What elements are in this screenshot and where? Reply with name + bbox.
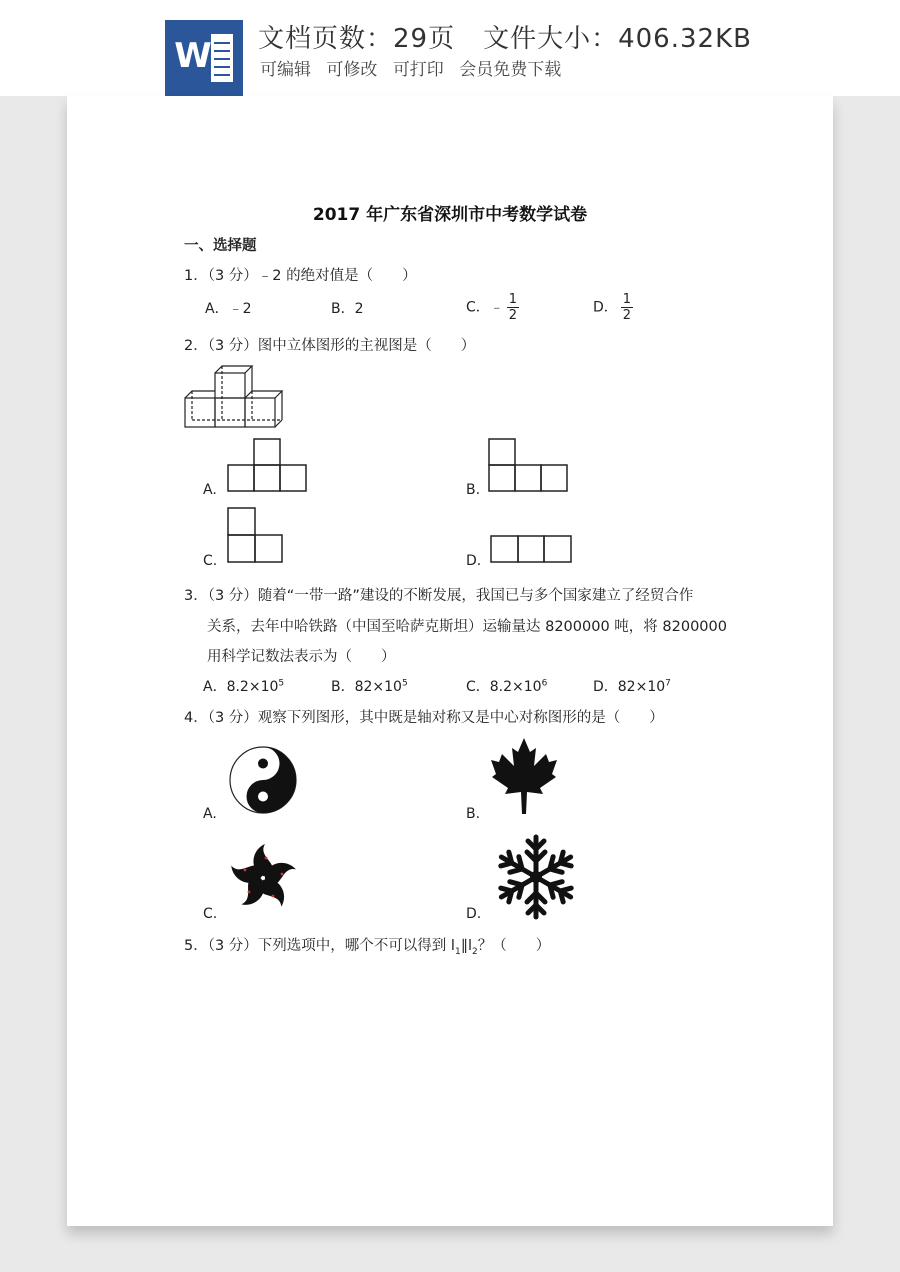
q4-option-d: D. bbox=[466, 906, 482, 922]
word-document-icon bbox=[165, 20, 243, 96]
q1-option-c-prefix: C．﹣ bbox=[466, 299, 504, 316]
header-bar bbox=[0, 0, 900, 96]
q2-option-a-figure bbox=[227, 438, 307, 493]
question-1-stem: 1．（3 分）﹣2 的绝对值是（ ） bbox=[184, 268, 417, 284]
q4-option-a: A. bbox=[203, 806, 217, 822]
fraction-numerator: 1 bbox=[508, 292, 518, 307]
file-size-label: 文件大小：406.32KB bbox=[483, 24, 752, 54]
q4-option-b: B. bbox=[466, 806, 481, 822]
q5-stem-end: ？（ ） bbox=[477, 938, 551, 954]
q3-option-d bbox=[593, 676, 671, 696]
q2-option-a: A. bbox=[203, 482, 217, 498]
q2-option-d-figure bbox=[490, 535, 572, 563]
fraction-denominator: 2 bbox=[508, 308, 518, 323]
q3-option-a-exponent: 5 bbox=[278, 678, 285, 689]
q2-option-b-figure bbox=[488, 438, 568, 493]
q3-option-c-base: C．8.2×10 bbox=[466, 679, 542, 695]
exam-title: 2017 年广东省深圳市中考数学试卷 bbox=[312, 205, 588, 225]
fraction-numerator: 1 bbox=[622, 292, 632, 307]
feature-free-download: 会员免费下载 bbox=[459, 60, 562, 80]
q2-option-c-figure bbox=[227, 507, 285, 563]
q5-parallel-symbol: ∥l bbox=[460, 938, 472, 954]
q3-option-a bbox=[203, 676, 284, 696]
q5-subscript-1: 1 bbox=[454, 946, 461, 957]
feature-printable: 可打印 bbox=[392, 60, 444, 80]
section-heading: 一、选择题 bbox=[184, 238, 257, 254]
q3-option-d-exponent: 7 bbox=[665, 678, 671, 689]
file-info bbox=[258, 18, 752, 55]
feature-list bbox=[260, 55, 571, 80]
question-2-stem: 2．（3 分）图中立体图形的主视图是（ ） bbox=[184, 338, 476, 354]
q5-stem-start: 5．（3 分）下列选项中，哪个不可以得到 l bbox=[184, 938, 455, 954]
word-logo-letter: W bbox=[174, 36, 212, 76]
document-page bbox=[67, 96, 833, 1226]
q4-option-c: C. bbox=[203, 906, 218, 922]
q3-option-d-base: D．82×10 bbox=[593, 679, 666, 695]
q5-subscript-2: 2 bbox=[471, 946, 478, 957]
solid-figure-image bbox=[184, 366, 294, 428]
q1-option-a: A．﹣2 bbox=[205, 301, 252, 317]
question-4-stem: 4．（3 分）观察下列图形，其中既是轴对称又是中心对称图形的是（ ） bbox=[184, 710, 664, 726]
q3-option-c bbox=[466, 676, 547, 696]
q1-option-c-fraction bbox=[507, 292, 519, 323]
maple-leaf-icon bbox=[489, 736, 559, 816]
question-3-line-3: 用科学记数法表示为（ ） bbox=[207, 649, 396, 665]
question-5-stem bbox=[184, 934, 550, 957]
page-count-label: 文档页数：29页 bbox=[258, 24, 456, 54]
q1-option-c bbox=[466, 292, 519, 323]
yin-yang-icon bbox=[229, 746, 297, 814]
question-3-line-2: 关系，去年中哈铁路（中国至哈萨克斯坦）运输量达 8200000 吨，将 8200000 bbox=[207, 619, 727, 635]
q1-option-d-fraction bbox=[621, 292, 633, 323]
q2-option-b: B. bbox=[466, 482, 481, 498]
q3-option-b-base: B．82×10 bbox=[331, 679, 402, 695]
q2-option-d: D. bbox=[466, 553, 482, 569]
q2-option-c: C. bbox=[203, 553, 218, 569]
fraction-denominator: 2 bbox=[622, 308, 632, 323]
q1-option-d-prefix: D． bbox=[593, 299, 618, 316]
q3-option-c-exponent: 6 bbox=[541, 678, 548, 689]
q3-option-b bbox=[331, 676, 408, 696]
bauhinia-flower-icon bbox=[227, 842, 299, 914]
q3-option-b-exponent: 5 bbox=[401, 678, 408, 689]
feature-editable: 可编辑 bbox=[260, 60, 311, 80]
q1-option-b: B．2 bbox=[331, 301, 364, 317]
q1-option-d bbox=[593, 292, 633, 323]
question-3-line-1: 3．（3 分）随着“一带一路”建设的不断发展，我国已与多个国家建立了经贸合作 bbox=[184, 588, 694, 604]
feature-modifiable: 可修改 bbox=[326, 60, 378, 80]
snowflake-icon bbox=[493, 834, 579, 920]
q3-option-a-base: A．8.2×10 bbox=[203, 679, 279, 695]
